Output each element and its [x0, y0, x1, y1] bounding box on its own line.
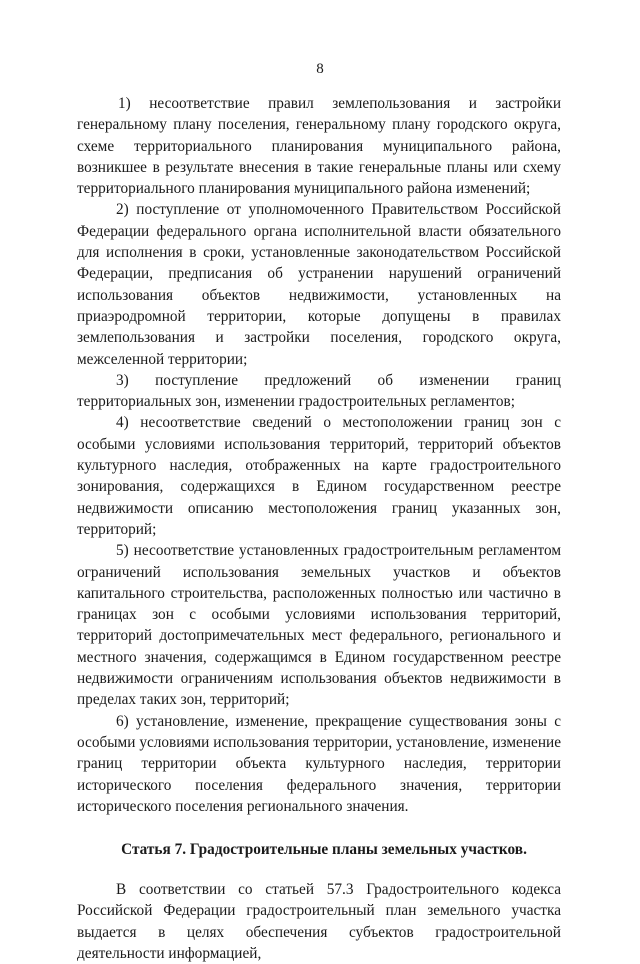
paragraph-item-3: 3) поступление предложений об изменении границ территориальных зон, изменении градостроительных регламентов;: [77, 371, 561, 411]
paragraph-item-1: 1) несоответствие правил землепользования и застройки генеральному плану поселения, генеральному плану городского округа, схеме территориального планирования муниципального района, возникшее в результате внесения в такие генеральные планы или схему территориального планирования муниципального района изменений;: [77, 95, 561, 198]
article-paragraph: В соответствии со статьей 57.3 Градостроительного кодекса Российской Федерации градостроительный план земельного участка выдается в целях обеспечения субъектов градостроительной деятельности информацией,: [77, 881, 561, 962]
article-heading: Статья 7. Градостроительные планы земельных участков.: [121, 841, 527, 859]
paragraph-item-6: 6) установление, изменение, прекращение существования зоны с особыми условиями использования территории, установление, изменение границ территории объекта культурного наследия, территории исторического поселения федерального значения, территории исторического поселения регионального значения.: [77, 712, 561, 815]
paragraph-item-5: 5) несоответствие установленных градостроительным регламентом ограничений использования земельных участков и объектов капитального строительства, расположенных полностью или частично в границах зон с особыми условиями использования территорий, территорий достопримечательных мест федерального, регионального и местного значения, содержащимся в Едином государственном реестре недвижимости ограничениям использования объектов недвижимости в пределах таких зон, территорий;: [77, 542, 561, 709]
paragraph-item-2: 2) поступление от уполномоченного Правительством Российской Федерации федерального органа исполнительной власти обязательного для исполнения в сроки, установленные законодательством Российской Федерации, предписания об устранении нарушений ограничений использования объектов недвижимости, установленных на приаэродромной территории, которые допущены в правилах землепользования и застройки поселения, городского округа, межселенной территории;: [77, 201, 561, 368]
page-number: 8: [316, 61, 324, 77]
document-body: [77, 93, 561, 964]
paragraph-item-4: 4) несоответствие сведений о местоположении границ зон с особыми условиями использования территорий, территорий объектов культурного наследия, отображенных на карте градостроительного зонирования, содержащихся в Едином государственном реестре недвижимости описанию местоположения границ указанных зон, территорий;: [77, 414, 561, 538]
